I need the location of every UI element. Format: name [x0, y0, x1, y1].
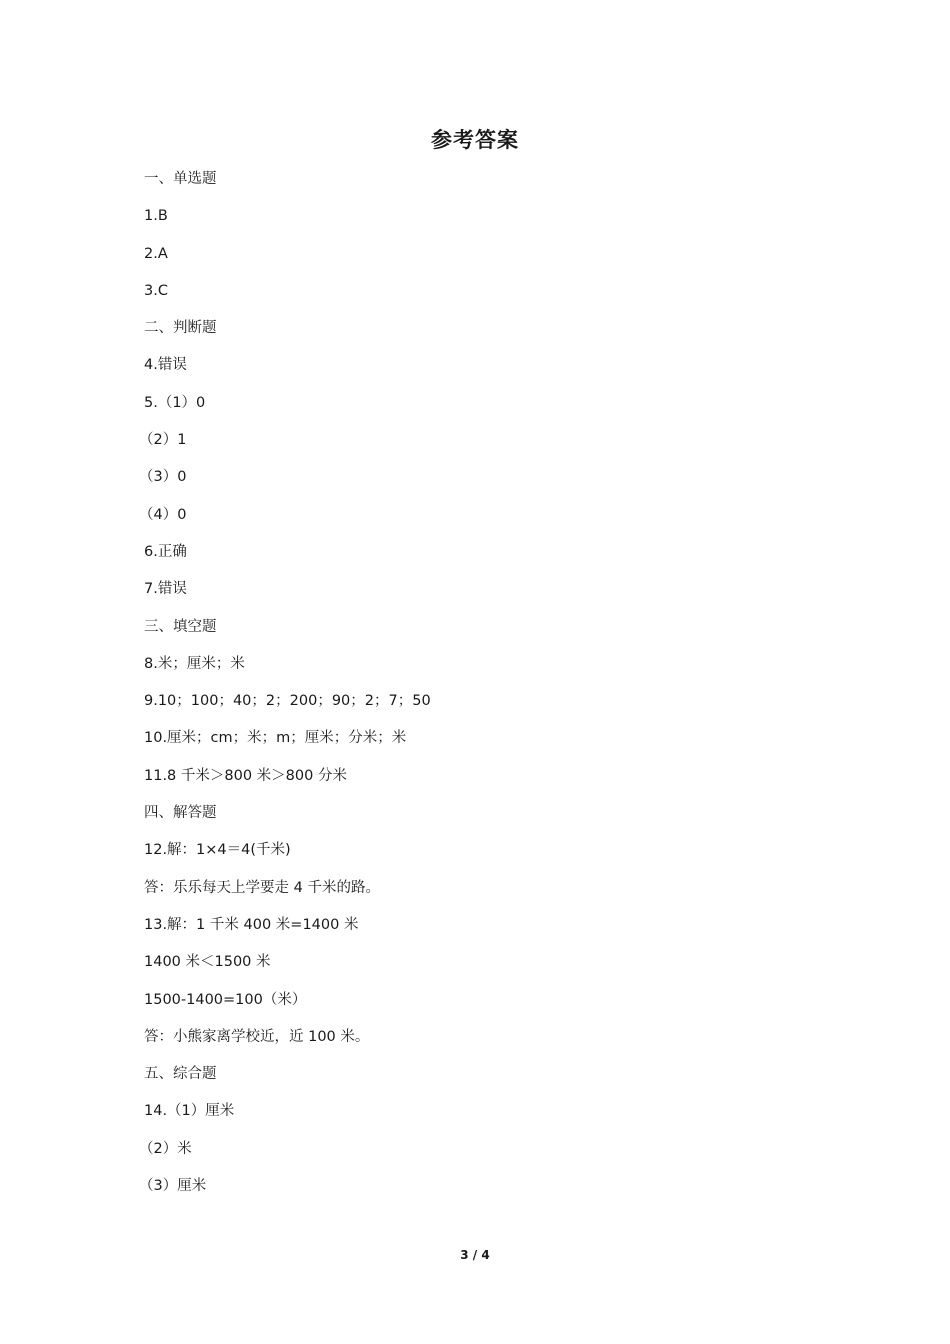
answer-13-difference: 1500-1400=100（米）: [144, 991, 307, 1008]
section-heading-true-false: 二、判断题: [144, 320, 217, 337]
answer-2: 2.A: [144, 245, 168, 262]
answer-5-part-3: （3）0: [139, 469, 187, 486]
answer-14-part-2: （2）米: [139, 1140, 192, 1157]
answer-12-solution: 12.解：1×4＝4(千米): [144, 842, 291, 859]
answer-10: 10.厘米；cm；米；m；厘米；分米；米: [144, 730, 407, 747]
answer-4: 4.错误: [144, 357, 187, 374]
answer-13-comparison: 1400 米＜1500 米: [144, 954, 271, 971]
section-heading-single-choice: 一、单选题: [144, 171, 217, 187]
answer-12-conclusion: 答：乐乐每天上学要走 4 千米的路。: [144, 879, 380, 896]
section-heading-problem-solving: 四、解答题: [144, 805, 217, 822]
answer-5-part-2: （2）1: [139, 432, 187, 449]
answer-1: 1.B: [144, 208, 168, 225]
answer-7: 7.错误: [144, 581, 187, 598]
answer-8: 8.米；厘米；米: [144, 655, 245, 672]
answer-11: 11.8 千米＞800 米＞800 分米: [144, 767, 347, 784]
page-title: 参考答案: [431, 128, 519, 152]
answer-6: 6.正确: [144, 543, 187, 560]
answer-13-solution: 13.解：1 千米 400 米=1400 米: [144, 916, 359, 933]
answer-3: 3.C: [144, 282, 168, 299]
answer-5-part-4: （4）0: [139, 506, 187, 523]
section-heading-comprehensive: 五、综合题: [144, 1066, 217, 1083]
answer-9: 9.10；100；40；2；200；90；2；7；50: [144, 693, 431, 710]
answer-list: [139, 170, 824, 1214]
answer-14-part-3: （3）厘米: [139, 1178, 207, 1195]
answer-5-part-1: 5.（1）0: [144, 394, 206, 411]
section-heading-fill-blank: 三、填空题: [144, 618, 217, 635]
answer-13-conclusion: 答：小熊家离学校近，近 100 米。: [144, 1028, 370, 1045]
page-number: 3 / 4: [460, 1248, 490, 1262]
answer-14-part-1: 14.（1）厘米: [144, 1103, 235, 1120]
